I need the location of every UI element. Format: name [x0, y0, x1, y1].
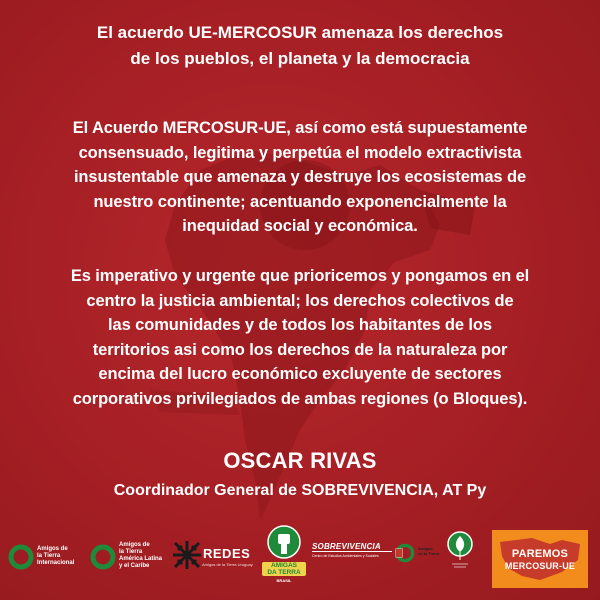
foe-py-text-line: Amigos: [418, 546, 433, 551]
logo-paremos-mercosur-ue: [492, 530, 588, 588]
redes-weave-icon: [172, 540, 202, 570]
paragraph-2: [30, 264, 570, 412]
paragraph-line: consensuado, legitima y perpetúa el modelo extractivista: [78, 143, 522, 162]
paragraph-line: encima del lucro económico excluyente de sectores: [98, 365, 502, 384]
paragraph-line: nuestro continente; acentuando exponencialmente la: [93, 192, 507, 211]
paragraph-line: inequidad social y económica.: [182, 217, 418, 236]
foe-circle-icon: [90, 544, 116, 570]
paragraph-1: [30, 116, 570, 239]
foe-text-line: la Tierra: [37, 553, 61, 559]
partner-logos-strip: [0, 520, 600, 600]
logo-foe-paraguay: [392, 536, 440, 576]
logo-foe-international: [8, 538, 98, 578]
paragraph-line: insustentable que amenaza y destruye los ecosistemas de: [73, 168, 527, 187]
logo-green-leaf: [446, 530, 478, 576]
amigas-text-line: AMIGAS: [271, 562, 297, 569]
paragraph-line: centro la justicia ambiental; los derechos colectivos de: [86, 291, 514, 310]
paragraph-line: territorios asi como los derechos de la naturaleza por: [92, 340, 508, 359]
paragraph-line: El Acuerdo MERCOSUR-UE, así como está supuestamente: [72, 119, 528, 137]
logo-sobrevivencia: [312, 542, 392, 572]
paragraph-line: las comunidades y de todos los habitantes de los: [108, 316, 492, 335]
amigas-text-line: DA TERRA: [267, 569, 301, 576]
foe-py-text-line: de la Tierra: [418, 551, 440, 556]
foe-text-line: América Latina: [119, 556, 163, 562]
sobrevivencia-label: SOBREVIVENCIA: [312, 542, 392, 552]
raised-fist-icon: [266, 524, 302, 560]
headline-line: de los pueblos, el planeta y la democracia: [130, 49, 470, 68]
logo-redes: [172, 536, 258, 580]
foe-circle-icon: [8, 544, 34, 570]
foe-text-line: Amigos de: [37, 546, 68, 552]
sobrevivencia-subtitle: Centro de Estudios Ambientales y Sociales: [312, 554, 379, 558]
paragraph-line: Es imperativo y urgente que prioricemos y pongamos en el: [70, 267, 530, 285]
foe-text-line: y el Caribe: [119, 563, 150, 569]
amigas-subtitle: BRASIL: [276, 578, 292, 583]
foe-circle-icon: [394, 542, 416, 564]
redes-subtitle: Amigos de la Tierra Uruguay: [202, 562, 253, 567]
paremos-text-line: MERCOSUR-UE: [504, 561, 576, 571]
redes-label: REDES: [203, 546, 251, 561]
leaf-icon: [446, 530, 474, 570]
headline-line: El acuerdo UE-MERCOSUR amenaza los derechos: [96, 23, 504, 42]
paragraph-line: corporativos privilegiados de ambas regiones (o Bloques).: [72, 389, 528, 408]
foe-text-line: la Tierra: [119, 549, 143, 555]
signature-title: Coordinador General de SOBREVIVENCIA, AT Py: [113, 482, 487, 499]
foe-text-line: Internacional: [37, 560, 75, 566]
headline: [40, 20, 560, 72]
foe-text-line: Amigos de: [119, 542, 150, 548]
signature-name: OSCAR RIVAS: [223, 448, 377, 473]
logo-foe-america-latina: [90, 534, 170, 580]
paremos-text-line: PAREMOS: [511, 548, 569, 560]
logo-amigas-da-terra: [262, 524, 306, 594]
